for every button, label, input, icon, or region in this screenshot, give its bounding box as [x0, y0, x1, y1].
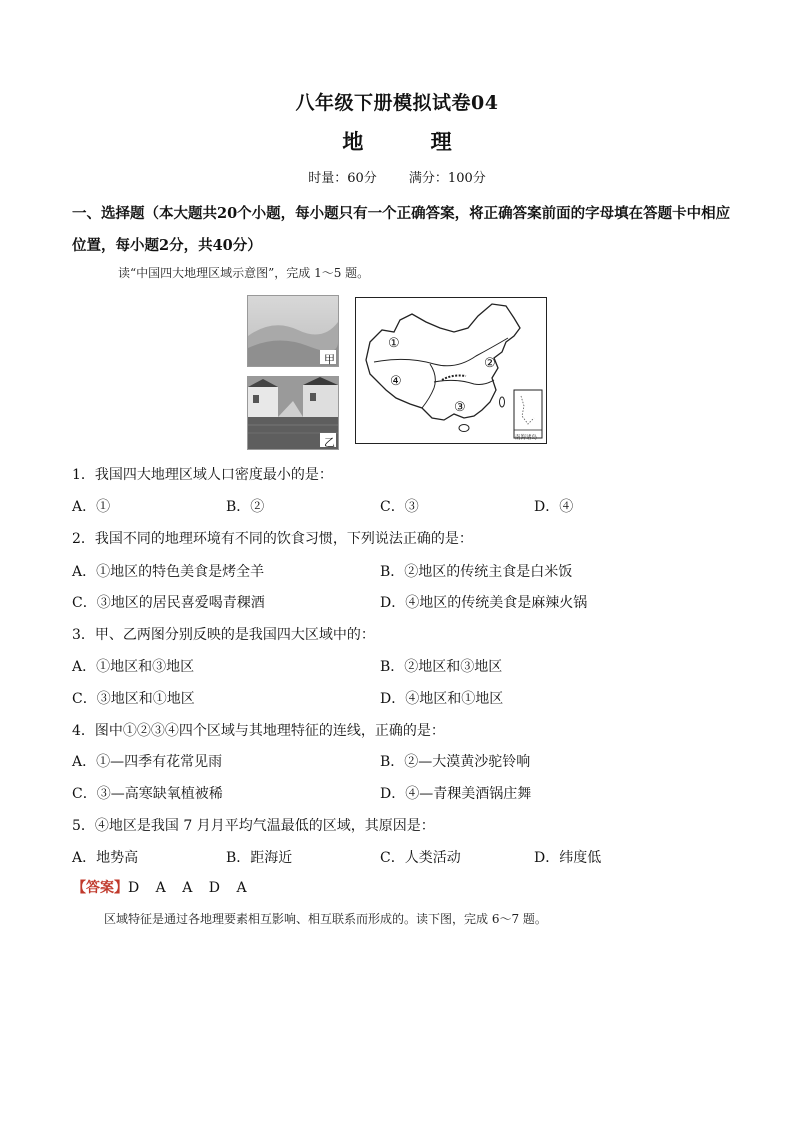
q2-option-c: C．③地区的居民喜爱喝青稞酒 — [72, 595, 265, 611]
desert-photo — [247, 295, 339, 367]
section-heading: 一、选择题（本大题共20个小题，每小题只有一个正确答案，将正确答案前面的字母填在答题卡中相应位置，每小题2分，共40分） — [72, 205, 731, 254]
q1-option-c: C．③ — [380, 499, 419, 515]
photo-a-label: 甲 — [324, 353, 335, 366]
water-town-photo — [247, 376, 339, 450]
answer-line — [72, 877, 253, 897]
q2-option-d: D．④地区的传统美食是麻辣火锅 — [380, 595, 588, 611]
exam-meta — [0, 167, 794, 186]
q3-option-b: B．②地区和③地区 — [380, 659, 503, 675]
q4-option-a: A．①—四季有花常见雨 — [72, 754, 223, 770]
q1-option-a: A．① — [72, 499, 111, 515]
answer-label: 【答案】 — [72, 880, 128, 896]
q3-option-a: A．①地区和③地区 — [72, 659, 195, 675]
question-1-stem: 1．我国四大地理区域人口密度最小的是： — [72, 467, 333, 483]
question-4-stem: 4．图中①②③④四个区域与其地理特征的连线，正确的是： — [72, 723, 445, 739]
q2-option-b: B．②地区的传统主食是白米饭 — [380, 564, 573, 580]
q4-option-d: D．④—青稞美酒锅庄舞 — [380, 786, 532, 802]
exam-time: 时量：60分 — [308, 171, 377, 186]
q1-option-b: B．② — [226, 499, 265, 515]
q4-option-b: B．②—大漠黄沙驼铃响 — [380, 754, 531, 770]
exam-score: 满分：100分 — [408, 171, 486, 186]
q3-option-d: D．④地区和①地区 — [380, 691, 504, 707]
region-3-label: ③ — [454, 400, 466, 415]
region-4-label: ④ — [390, 374, 402, 389]
region-2-label: ② — [484, 356, 496, 371]
q4-option-c: C．③—高寒缺氧植被稀 — [72, 786, 223, 802]
question-2-stem: 2．我国不同的地理环境有不同的饮食习惯，下列说法正确的是： — [72, 531, 473, 547]
question-5-stem: 5．④地区是我国 7 月月平均气温最低的区域，其原因是： — [72, 818, 435, 834]
photo-b-label: 乙 — [324, 436, 335, 449]
q3-option-c: C．③地区和①地区 — [72, 691, 195, 707]
question-3-stem: 3．甲、乙两图分别反映的是我国四大区域中的： — [72, 627, 375, 643]
subject-title: 地 理 — [342, 129, 482, 154]
q1-option-d: D．④ — [534, 499, 574, 515]
q5-option-d: D．纬度低 — [534, 850, 602, 866]
intro-text-1: 读“中国四大地理区域示意图”，完成 1～5 题。 — [118, 266, 370, 280]
answer-text: D A A D A — [128, 880, 253, 896]
intro-text-2: 区域特征是通过各地理要素相互影响、相互联系而形成的。读下图，完成 6～7 题。 — [104, 912, 547, 926]
q5-option-b: B．距海近 — [226, 850, 293, 866]
q5-option-a: A．地势高 — [72, 850, 139, 866]
region-1-label: ① — [388, 336, 400, 351]
q2-option-a: A．①地区的特色美食是烤全羊 — [72, 564, 265, 580]
china-regions-map — [355, 297, 547, 444]
exam-title: 八年级下册模拟试卷04 — [295, 92, 499, 114]
q5-option-c: C．人类活动 — [380, 850, 461, 866]
inset-label: 南海诸岛 — [515, 435, 538, 441]
